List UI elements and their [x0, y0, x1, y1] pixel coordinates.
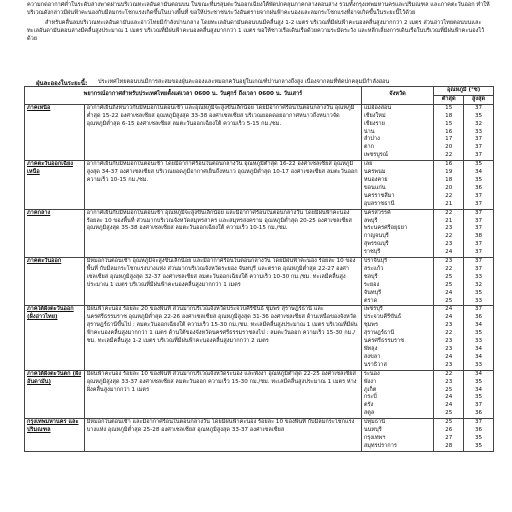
- min-temp-list: [434, 258, 464, 306]
- max-temp-value: 37: [475, 209, 483, 216]
- max-temp-value: 35: [475, 330, 483, 337]
- province-name: ประจวบคีรีขันธ์: [363, 314, 402, 321]
- max-temp-list: [464, 419, 494, 452]
- max-temp-value: 34: [475, 346, 483, 352]
- region-cell: [25, 161, 85, 209]
- min-temp-value: 22: [445, 233, 453, 240]
- min-temp-value: 22: [445, 370, 453, 377]
- region-cell: [25, 258, 85, 306]
- province-name: หนองคาย: [363, 176, 388, 183]
- min-temp-value: 23: [445, 361, 453, 368]
- province-name: สระแก้ว: [363, 265, 384, 272]
- min-temp-value: 24: [445, 249, 453, 256]
- province-name: ตราด: [363, 297, 378, 304]
- province-name: สุพรรณบุรี: [363, 241, 389, 248]
- min-temp-value: 15: [445, 120, 453, 127]
- max-temp-value: 35: [475, 112, 483, 119]
- region-cell: [25, 419, 85, 452]
- region-label: ภาคตะวันออกเฉียงเหนือ: [27, 161, 74, 176]
- min-temp-value: 16: [445, 161, 453, 168]
- min-temp-value: 22: [445, 152, 453, 159]
- province-name: ปราจีนบุรี: [363, 258, 388, 265]
- max-temp-value: 34: [475, 169, 483, 176]
- province-name: เพชรบูรณ์: [363, 152, 388, 159]
- min-temp-value: 25: [445, 273, 453, 280]
- province-name: จันทบุรี: [363, 289, 382, 296]
- forecast-description: อากาศเย็นกับมีหมอกในตอนเช้า โดยมีอากาศร้อนในตอนกลางวัน อุณหภูมิต่ำสุด 16-22 องศาเซลเซียส อุณหภูมิสูงสุด 34-37 องศาเซลเซียส บริเวณยอดภูมีอากาศเย็นถึงหนาว อุณหภูมิต่ำสุด 10-17 องศาเซลเซียส ลมตะวันออก ความเร็ว 10-15 กม./ชม.: [84, 161, 361, 209]
- max-temp-value: 33: [475, 273, 483, 280]
- forecast-description: มีหมอกในตอนเช้า อุณหภูมิจะสูงขึ้นเล็กน้อย และมีอากาศร้อนในตอนกลางวัน โดยมีฝนฟ้าคะนอง ร้อยละ 10 ของพื้นที่ กับมีลมกระโชกแรงบางแห่ง ส่วนมากบริเวณจังหวัดระยอง จันทบุรี และตราด อุณหภูมิต่ำสุด 22-27 องศาเซลเซียส อุณหภูมิสูงสุด 32-37 องศาเซลเซียส ลมตะวันออกเฉียงใต้ ความเร็ว 10-30 กม./ชม. ทะเลมีคลื่นสูงประมาณ 1 เมตร บริเวณที่มีฝนฟ้าคะนองคลื่นสูงมากกว่า 1 เมตร: [84, 258, 361, 306]
- min-temp-value: 21: [445, 217, 453, 224]
- min-temp-value: 23: [445, 322, 453, 329]
- intro-paragraph-1: ความกดอากาศต่ำในระดับล่างพาดผ่านบริเวณทะเลอันดามันตอนบน ในขณะที่มรสุมตะวันออกเฉียงใต้พัดปกคลุมภาคกลางตอนล่าง รวมทั้งกรุงเทพมหานครและปริมณฑล และภาคตะวันออก ทำให้บริเวณดังกล่าวมีฝนฟ้าคะนองกับมีลมกระโชกแรงเกิดขึ้นในบางพื้นที่ ขอให้ประชาชนระวังอันตรายจากฝนฟ้าคะนองและลมกระโชกแรงที่อาจเกิดขึ้นในระยะนี้ไว้ด้วย: [27, 2, 490, 16]
- min-temp-value: 24: [445, 314, 453, 321]
- min-temp-value: 22: [445, 192, 453, 199]
- province-name: กรุงเทพฯ: [363, 434, 386, 441]
- intro-paragraph-2: สำหรับคลื่นลมบริเวณทะเลอันดามันและอ่าวไทยมีกำลังปานกลาง โดยทะเลอันดามันตอนบนมีคลื่นสูง 1-2 เมตร บริเวณที่มีฝนฟ้าคะนองคลื่นสูงมากกว่า 2 เมตร ส่วนอ่าวไทยตอนบนและทะเลอันดามันตอนล่างมีคลื่นสูงประมาณ 1 เมตร บริเวณที่มีฝนฟ้าคะนองคลื่นสูงมากกว่า 1 เมตร ขอให้ชาวเรือเดินเรือด้วยความระมัดระวัง และหลีกเลี่ยงการเดินเรือในบริเวณที่มีฝนฟ้าคะนองไว้ด้วย: [27, 20, 485, 42]
- region-cell: [25, 370, 85, 418]
- min-header: ต่ำสุด: [434, 95, 464, 104]
- province-name: นครศรีธรรมราช: [363, 338, 404, 345]
- max-temp-value: 36: [475, 314, 483, 321]
- min-temp-list: [434, 370, 464, 418]
- max-temp-value: 36: [475, 410, 483, 417]
- max-temp-value: 35: [475, 394, 483, 401]
- max-temp-value: 35: [475, 176, 483, 183]
- province-list: [361, 104, 433, 160]
- max-temp-value: 37: [475, 152, 483, 159]
- table-row: [25, 419, 494, 452]
- province-name: เพชรบุรี: [363, 306, 383, 313]
- max-temp-value: 33: [475, 361, 483, 368]
- max-temp-value: 34: [475, 353, 483, 360]
- province-name: อุบลราชธานี: [363, 200, 395, 207]
- min-temp-value: 18: [445, 176, 453, 183]
- min-temp-list: [434, 209, 464, 257]
- max-temp-value: 37: [475, 144, 483, 151]
- max-temp-value: 37: [475, 192, 483, 199]
- max-temp-value: 36: [475, 184, 483, 191]
- province-name: ระยอง: [363, 281, 380, 288]
- max-temp-value: 37: [475, 249, 483, 256]
- forecast-description: อากาศเย็นถึงหนาวกับมีหมอกในตอนเช้า และอุณหภูมิจะสูงขึ้นเล็กน้อย โดยมีอากาศร้อนในตอนกลางวัน อุณหภูมิต่ำสุด 15-22 องศาเซลเซียส อุณหภูมิสูงสุด 33-38 องศาเซลเซียส บริเวณยอดดอยอากาศหนาวถึงหนาวจัด อุณหภูมิต่ำสุด 6-15 องศาเซลเซียส ลมตะวันออกเฉียงใต้ ความเร็ว 5-15 กม./ชม.: [84, 104, 361, 160]
- province-name: ระนอง: [363, 370, 380, 377]
- region-label: ภาคใต้ฝั่งตะวันตก (ฝั่งอันดามัน): [27, 370, 82, 385]
- min-temp-value: 24: [445, 306, 453, 313]
- min-temp-value: 23: [445, 338, 453, 345]
- province-name: กระบี่: [363, 394, 377, 401]
- max-temp-list: [464, 306, 494, 370]
- max-temp-value: 37: [475, 104, 483, 111]
- min-temp-list: [434, 161, 464, 209]
- province-name: นครราชสีมา: [363, 192, 395, 199]
- max-temp-value: 34: [475, 386, 483, 393]
- max-temp-value: 32: [475, 120, 483, 127]
- dust-text: ประเทศไทยตอนบนมีการสะสมของฝุ่นละอองและหมอกควันอยู่ในเกณฑ์ปานกลางถึงสูง เนื่องจากลมที่พัดปกคลุมมีกำลังอ่อน: [98, 79, 390, 85]
- temp-header: อุณหภูมิ (°ซ): [434, 87, 494, 96]
- province-name: นครสวรรค์: [363, 209, 391, 216]
- min-temp-value: 20: [445, 144, 453, 151]
- min-temp-value: 25: [445, 410, 453, 417]
- min-temp-value: 27: [445, 434, 453, 441]
- max-temp-value: 37: [475, 136, 483, 143]
- min-temp-value: 22: [445, 209, 453, 216]
- min-temp-value: 25: [445, 419, 453, 426]
- min-temp-value: 18: [445, 112, 453, 119]
- province-list: [361, 258, 433, 306]
- table-row: [25, 209, 494, 257]
- max-temp-value: 37: [475, 241, 483, 248]
- province-name: ตรัง: [363, 402, 374, 409]
- min-temp-value: 23: [445, 346, 453, 352]
- min-temp-list: [434, 419, 464, 452]
- max-temp-list: [464, 370, 494, 418]
- province-name: พังงา: [363, 378, 377, 385]
- forecast-description: มีหมอกในตอนเช้า และมีอากาศร้อนในตอนกลางวัน โดยมีฝนฟ้าคะนอง ร้อยละ 10 ของพื้นที่ กับมีลมกระโชกแรงบางแห่ง อุณหภูมิต่ำสุด 25-28 องศาเซลเซียส อุณหภูมิสูงสุด 33-37 องศาเซลเซียส: [84, 419, 361, 452]
- min-temp-value: 24: [445, 394, 453, 401]
- min-temp-value: 22: [445, 330, 453, 337]
- province-list: [361, 419, 433, 452]
- min-temp-list: [434, 306, 464, 370]
- province-name: สงขลา: [363, 353, 381, 360]
- province-name: ลำปาง: [363, 136, 380, 143]
- max-temp-list: [464, 258, 494, 306]
- province-name: สมุทรปราการ: [363, 442, 397, 449]
- max-temp-value: 35: [475, 289, 483, 296]
- max-temp-value: 33: [475, 297, 483, 304]
- province-header: จังหวัด: [361, 87, 433, 105]
- period-header: พยากรณ์อากาศสำหรับประเทศไทยตั้งแต่เวลา 0600 น. วันศุกร์ ถึงเวลา 0600 น. วันเสาร์: [25, 87, 362, 105]
- forecast-description: มีฝนฟ้าคะนอง ร้อยละ 10 ของพื้นที่ ส่วนมากบริเวณจังหวัดระนอง และพังงา อุณหภูมิต่ำสุด 22-25 องศาเซลเซียส อุณหภูมิสูงสุด 33-37 องศาเซลเซียส ลมตะวันออก ความเร็ว 15-30 กม./ชม. ทะเลมีคลื่นสูงประมาณ 1 เมตร ห่างฝั่งคลื่นสูงมากกว่า 1 เมตร: [84, 370, 361, 418]
- max-temp-value: 33: [475, 128, 483, 135]
- region-cell: [25, 104, 85, 160]
- province-name: เลย: [363, 161, 373, 168]
- province-name: นราธิวาส: [363, 361, 387, 368]
- min-temp-value: 23: [445, 225, 453, 232]
- region-label: ภาคตะวันออก: [27, 258, 62, 265]
- province-name: ปทุมธานี: [363, 419, 386, 426]
- province-name: สตูล: [363, 410, 375, 417]
- min-temp-value: 23: [445, 241, 453, 248]
- province-name: นนทบุรี: [363, 427, 382, 434]
- min-temp-value: 21: [445, 200, 453, 207]
- min-temp-value: 28: [445, 442, 453, 449]
- table-row: [25, 104, 494, 160]
- province-name: นครพนม: [363, 169, 386, 176]
- province-list: [361, 306, 433, 370]
- max-temp-value: 38: [475, 233, 483, 240]
- max-temp-value: 34: [475, 370, 483, 377]
- min-temp-value: 17: [445, 136, 453, 143]
- max-temp-list: [464, 104, 494, 160]
- province-name: ขอนแก่น: [363, 184, 386, 191]
- dust-label: ฝุ่นละอองในระยะนี้:: [36, 80, 88, 87]
- max-temp-value: 35: [475, 442, 483, 449]
- province-name: กาญจนบุรี: [363, 233, 389, 240]
- min-temp-value: 24: [445, 353, 453, 360]
- province-name: ชุมพร: [363, 322, 378, 329]
- min-temp-value: 15: [445, 104, 453, 111]
- max-temp-value: 37: [475, 200, 483, 207]
- max-temp-value: 34: [475, 322, 483, 329]
- province-name: ชลบุรี: [363, 273, 378, 280]
- min-temp-value: 24: [445, 289, 453, 296]
- table-row: [25, 258, 494, 306]
- region-label: กรุงเทพมหานคร และปริมณฑล: [27, 419, 79, 434]
- max-temp-value: 37: [475, 265, 483, 272]
- table-row: [25, 306, 494, 370]
- region-label: ภาคเหนือ: [27, 104, 51, 111]
- min-temp-value: 26: [445, 427, 453, 434]
- min-temp-value: 19: [445, 169, 453, 176]
- region-label: ภาคกลาง: [27, 209, 51, 216]
- max-temp-value: 33: [475, 338, 483, 345]
- min-temp-value: 24: [445, 402, 453, 409]
- province-name: น่าน: [363, 128, 375, 135]
- province-name: เชียงราย: [363, 120, 385, 127]
- max-temp-value: 37: [475, 225, 483, 232]
- province-name: พระนครศรีอยุธยา: [363, 225, 408, 232]
- province-name: เชียงใหม่: [363, 112, 386, 119]
- max-temp-value: 35: [475, 161, 483, 168]
- province-name: ภูเก็ต: [363, 386, 377, 393]
- min-temp-value: 23: [445, 378, 453, 385]
- province-list: [361, 161, 433, 209]
- max-temp-list: [464, 209, 494, 257]
- province-name: ลพบุรี: [363, 217, 378, 224]
- max-header: สูงสุด: [464, 95, 494, 104]
- province-name: ตาก: [363, 144, 374, 151]
- region-cell: [25, 209, 85, 257]
- max-temp-value: 35: [475, 378, 483, 385]
- province-name: แม่ฮ่องสอน: [363, 104, 392, 111]
- max-temp-value: 32: [475, 281, 483, 288]
- max-temp-list: [464, 161, 494, 209]
- min-temp-value: 25: [445, 297, 453, 304]
- province-list: [361, 370, 433, 418]
- table-row: [25, 370, 494, 418]
- min-temp-value: 22: [445, 265, 453, 272]
- max-temp-value: 37: [475, 258, 483, 265]
- province-name: ราชบุรี: [363, 249, 381, 256]
- forecast-table: [24, 86, 494, 452]
- min-temp-value: 23: [445, 258, 453, 265]
- forecast-body: [25, 104, 494, 451]
- max-temp-value: 37: [475, 419, 483, 426]
- min-temp-value: 20: [445, 184, 453, 191]
- min-temp-value: 25: [445, 281, 453, 288]
- intro-text: [27, 1, 492, 45]
- max-temp-value: 36: [475, 427, 483, 434]
- max-temp-value: 37: [475, 217, 483, 224]
- province-list: [361, 209, 433, 257]
- min-temp-value: 25: [445, 386, 453, 393]
- max-temp-value: 35: [475, 434, 483, 441]
- table-row: [25, 161, 494, 209]
- max-temp-value: 37: [475, 402, 483, 409]
- province-name: สุราษฎร์ธานี: [363, 330, 395, 337]
- forecast-description: อากาศเย็นกับมีหมอกในตอนเช้า อุณหภูมิจะสูงขึ้นเล็กน้อย และมีอากาศร้อนในตอนกลางวัน โดยมีฝนฟ้าคะนอง ร้อยละ 10 ของพื้นที่ ส่วนมากบริเวณจังหวัดสมุทรสาคร และสมุทรสงคราม อุณหภูมิต่ำสุด 20-25 องศาเซลเซียส อุณหภูมิสูงสุด 35-38 องศาเซลเซียส ลมตะวันออกเฉียงใต้ ความเร็ว 10-15 กม./ชม.: [84, 209, 361, 257]
- province-name: พัทลุง: [363, 346, 378, 352]
- max-temp-value: 37: [475, 306, 483, 313]
- region-label: ภาคใต้ฝั่งตะวันออก (ฝั่งอ่าวไทย): [27, 306, 74, 321]
- forecast-description: มีฝนฟ้าคะนอง ร้อยละ 20 ของพื้นที่ ส่วนมากบริเวณจังหวัดประจวบคีรีขันธ์ ชุมพร สุราษฎร์ธานี และนครศรีธรรมราช อุณหภูมิต่ำสุด 22-26 องศาเซลเซียส อุณหภูมิสูงสุด 31-36 องศาเซลเซียส ด้านเหนือของจังหวัดสุราษฎร์ธานีขึ้นไป : ลมตะวันออกเฉียงใต้ ความเร็ว 15-30 กม./ชม. ทะเลมีคลื่นสูงประมาณ 1 เมตร บริเวณที่มีฝนฟ้าคะนองคลื่นสูงมากกว่า 1 เมตร ด้านใต้ของจังหวัดนครศรีธรรมราชลงไป : ลมตะวันออก ความเร็ว 15-30 กม./ชม. ทะเลมีคลื่นสูง 1-2 เมตร บริเวณที่มีฝนฟ้าคะนองคลื่นสูงมากกว่า 2 เมตร: [84, 306, 361, 370]
- min-temp-list: [434, 104, 464, 160]
- region-cell: [25, 306, 85, 370]
- min-temp-value: 16: [445, 128, 453, 135]
